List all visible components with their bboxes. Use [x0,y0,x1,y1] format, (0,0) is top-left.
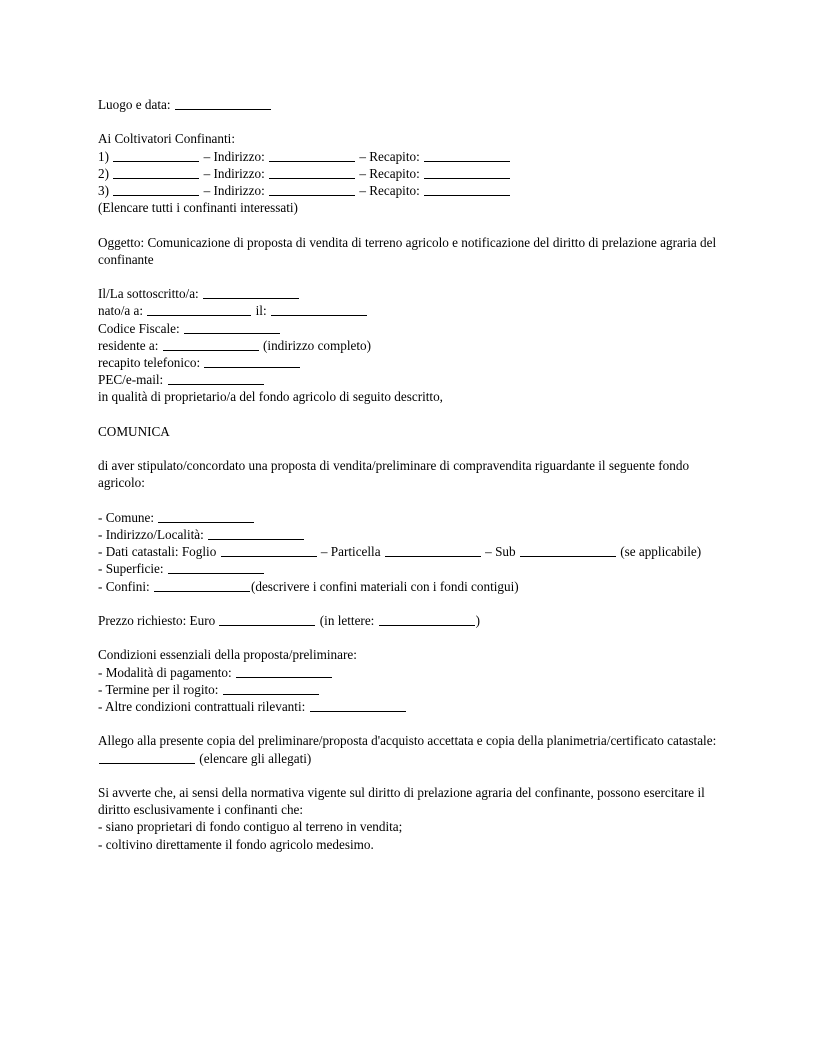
declarant-birthplace-label: nato/a a: [98,303,144,319]
document-body [98,96,718,853]
recipient-name-blank[interactable] [113,167,199,179]
attachments-block [98,732,718,766]
attachments-blank[interactable] [99,752,195,764]
declarant-birth-line [98,302,718,319]
notice-block [98,784,718,853]
price-block [98,612,718,629]
declarant-block [98,285,718,405]
subject-text: Oggetto: Comunicazione di proposta di vendita di terreno agricolo e notificazione del diritto di prelazione agraria del confinante [98,234,717,267]
price-line [98,612,718,629]
condition-payment-label: - Modalità di pagamento: [98,664,232,680]
price-in-words-close: ) [475,612,481,628]
property-borders-blank[interactable] [154,580,250,592]
declarant-fiscalcode-blank[interactable] [184,322,280,334]
attachments-note: (elencare gli allegati) [199,750,312,766]
property-address-blank[interactable] [208,528,304,540]
declarant-residence-label: residente a: [98,337,159,353]
property-surface-label: - Superficie: [98,561,164,577]
property-particella-blank[interactable] [385,545,481,557]
conditions-block [98,646,718,715]
recipient-address-label: – Indirizzo: [203,183,265,198]
declarant-residence-blank[interactable] [163,339,259,351]
condition-deadline-blank[interactable] [223,683,319,695]
property-sub-blank[interactable] [520,545,616,557]
condition-item [98,681,718,698]
declarant-birthdate-label: il: [255,303,267,319]
property-comune-line [98,509,718,526]
property-comune-blank[interactable] [158,511,254,523]
notice-bullet: - coltivino direttamente il fondo agricolo medesimo. [98,836,374,852]
subject-block [98,234,718,268]
property-sub-label: – Sub [485,544,516,560]
property-surface-line [98,560,718,577]
property-comune-label: - Comune: [98,509,155,525]
declarant-name-line [98,285,718,302]
comunica-heading: COMUNICA [98,423,170,439]
attachments-text: Allego alla presente copia del preliminare/proposta d'acquisto accettata e copia della planimetria/certificato catastale: [98,733,717,749]
place-date-line [98,96,718,113]
condition-item [98,664,718,681]
attachments-line [98,732,718,766]
recipient-row [98,165,718,182]
recipient-address-label: – Indirizzo: [203,165,265,181]
place-date-block [98,96,718,113]
recipients-heading: Ai Coltivatori Confinanti: [98,131,235,147]
property-surface-blank[interactable] [168,563,264,575]
recipient-contact-label: – Recapito: [359,183,420,198]
recipient-contact-label: – Recapito: [359,165,420,181]
recipients-note: (Elencare tutti i confinanti interessati) [98,200,298,216]
property-address-line [98,526,718,543]
declarant-residence-note: (indirizzo completo) [263,337,372,353]
notice-bullet: - siano proprietari di fondo contiguo al terreno in vendita; [98,819,403,835]
declarant-phone-blank[interactable] [204,356,300,368]
recipient-contact-blank[interactable] [424,167,510,179]
declarant-phone-line [98,354,718,371]
property-cadastral-note: (se applicabile) [620,544,702,560]
condition-payment-blank[interactable] [236,666,332,678]
condition-other-blank[interactable] [310,700,406,712]
property-borders-line [98,578,718,595]
recipient-name-blank[interactable] [113,150,199,162]
comunica-body-text: di aver stipulato/concordato una proposta di vendita/preliminare di compravendita riguardante il seguente fondo agricolo: [98,458,690,491]
conditions-heading: Condizioni essenziali della proposta/preliminare: [98,647,357,663]
recipient-row [98,182,718,199]
notice-text: Si avverte che, ai sensi della normativa vigente sul diritto di prelazione agraria del confinante, possono esercitare il diritto esclusivamente i confinanti che: [98,784,705,818]
price-amount-blank[interactable] [219,614,315,626]
property-particella-label: – Particella [320,544,381,560]
recipient-number: 2) [98,165,109,181]
declarant-name-blank[interactable] [203,287,299,299]
recipient-address-blank[interactable] [269,167,355,179]
recipient-number: 1) [98,148,109,164]
declarant-pec-blank[interactable] [168,373,264,385]
declarant-capacity-text: in qualità di proprietario/a del fondo agricolo di seguito descritto, [98,389,443,405]
property-address-label: - Indirizzo/Località: [98,526,204,542]
place-date-blank[interactable] [175,98,271,110]
declarant-fiscalcode-line [98,320,718,337]
price-in-words-blank[interactable] [379,614,475,626]
declarant-birthplace-blank[interactable] [147,305,251,317]
property-borders-note: (descrivere i confini materiali con i fondi contigui) [250,578,519,594]
property-cadastral-label: - Dati catastali: Foglio [98,544,217,560]
declarant-birthdate-blank[interactable] [271,305,367,317]
property-borders-label: - Confini: [98,578,150,594]
condition-item [98,698,718,715]
declarant-pec-line [98,371,718,388]
recipient-contact-label: – Recapito: [359,148,420,164]
recipients-block [98,130,718,216]
comunica-heading-block [98,423,718,440]
recipient-number: 3) [98,183,109,198]
declarant-name-label: Il/La sottoscritto/a: [98,286,199,302]
recipient-row [98,148,718,165]
recipient-address-blank[interactable] [269,150,355,162]
declarant-fiscalcode-label: Codice Fiscale: [98,320,180,336]
recipient-contact-blank[interactable] [424,184,510,196]
recipient-contact-blank[interactable] [424,150,510,162]
price-label: Prezzo richiesto: Euro [98,612,216,628]
price-in-words-open: (in lettere: [319,612,375,628]
declarant-pec-label: PEC/e-mail: [98,372,164,388]
property-cadastral-line [98,543,718,560]
property-details-block [98,509,718,595]
place-date-label: Luogo e data: [98,97,171,112]
recipient-address-blank[interactable] [269,184,355,196]
comunica-body-block [98,457,718,491]
condition-deadline-label: - Termine per il rogito: [98,681,219,697]
condition-other-label: - Altre condizioni contrattuali rilevanti: [98,698,306,714]
declarant-phone-label: recapito telefonico: [98,355,201,370]
declarant-residence-line [98,337,718,354]
recipient-address-label: – Indirizzo: [203,148,265,164]
recipient-name-blank[interactable] [113,184,199,196]
property-foglio-blank[interactable] [221,545,317,557]
